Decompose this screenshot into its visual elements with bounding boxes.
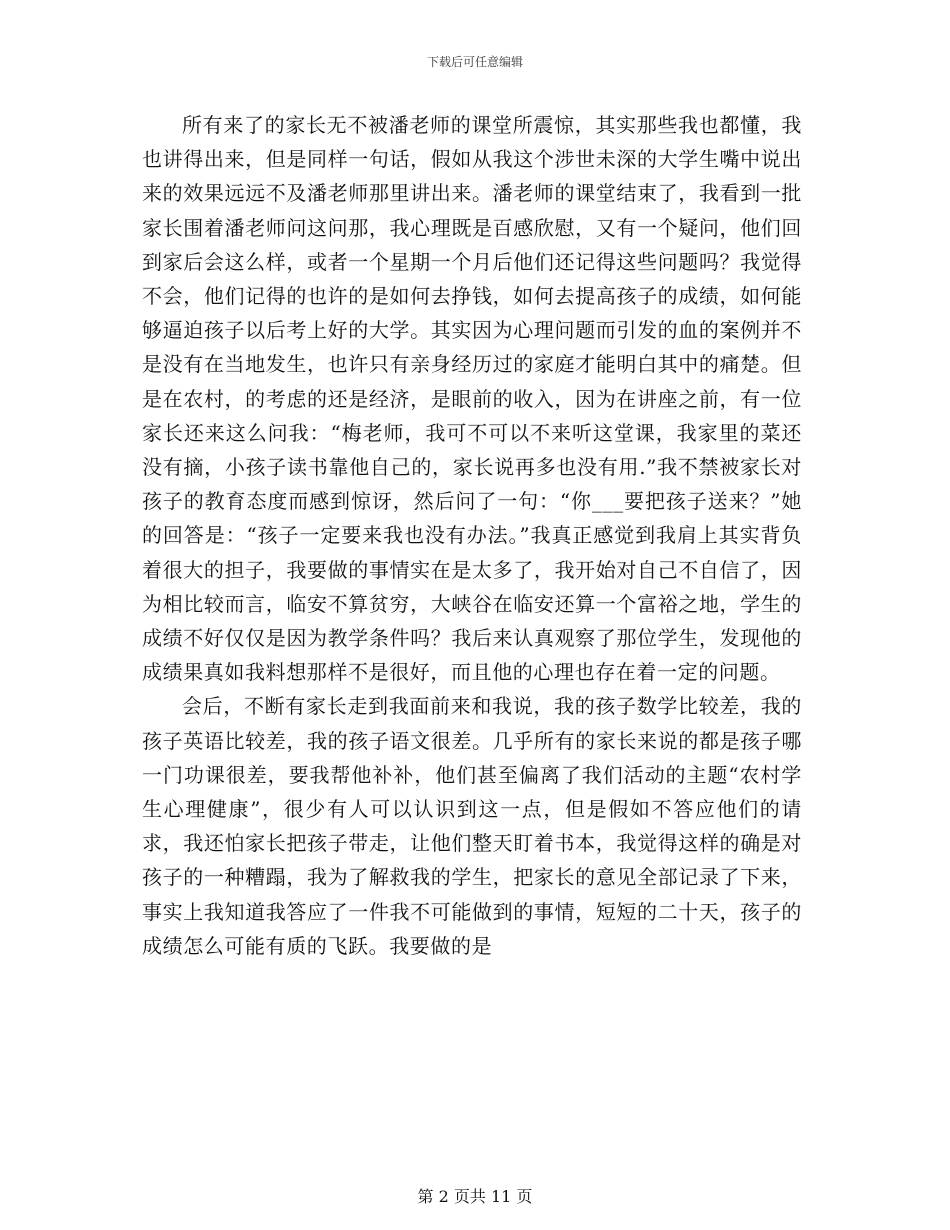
page-header: 下载后可任意编辑: [426, 55, 523, 69]
document-body: [142, 108, 802, 963]
paragraph-1: 所有来了的家长无不被潘老师的课堂所震惊，其实那些我也都懂，我也讲得出来，但是同样一句话，假如从我这个涉世未深的大学生嘴中说出来的效果远远不及潘老师那里讲出来。潘老师的课堂结束了，我看到一批家长围着潘老师问这问那，我心理既是百感欣慰，又有一个疑问，他们回到家后会这么样，或者一个星期一个月后他们还记得这些问题吗？我觉得不会，他们记得的也许的是如何去挣钱，如何去提高孩子的成绩，如何能够逼迫孩子以后考上好的大学。其实因为心理问题而引发的血的案例并不是没有在当地发生，也许只有亲身经历过的家庭才能明白其中的痛楚。但是在农村，的考虑的还是经济，是眼前的收入，因为在讲座之前，有一位家长还来这么问我：“梅老师，我可不可以不来听这堂课，我家里的菜还没有摘，小孩子读书靠他自己的，家长说再多也没有用.”我不禁被家长对孩子的教育态度而感到惊讶，然后问了一句：“你___要把孩子送来？”她的回答是：“孩子一定要来我也没有办法。”我真正感觉到我肩上其实背负着很大的担子，我要做的事情实在是太多了，我开始对自己不自信了，因为相比较而言，临安不算贫穷，大峡谷在临安还算一个富裕之地，学生的成绩不好仅仅是因为教学条件吗？我后来认真观察了那位学生，发现他的成绩果真如我料想那样不是很好，而且他的心理也存在着一定的问题。: [142, 113, 802, 685]
paragraph-2: 会后，不断有家长走到我面前来和我说，我的孩子数学比较差，我的孩子英语比较差，我的孩子语文很差。几乎所有的家长来说的都是孩子哪一门功课很差，要我帮他补补，他们甚至偏离了我们活动的主题“农村学生心理健康”，很少有人可以认识到这一点，但是假如不答应他们的请求，我还怕家长把孩子带走，让他们整天盯着书本，我觉得这样的确是对孩子的一种糟蹋，我为了解救我的学生，把家长的意见全部记录了下来，事实上我知道我答应了一件我不可能做到的事情，短短的二十天，孩子的成绩怎么可能有质的飞跃。我要做的是: [142, 694, 802, 958]
page-footer: 第 2 页共 11 页: [417, 1187, 533, 1206]
